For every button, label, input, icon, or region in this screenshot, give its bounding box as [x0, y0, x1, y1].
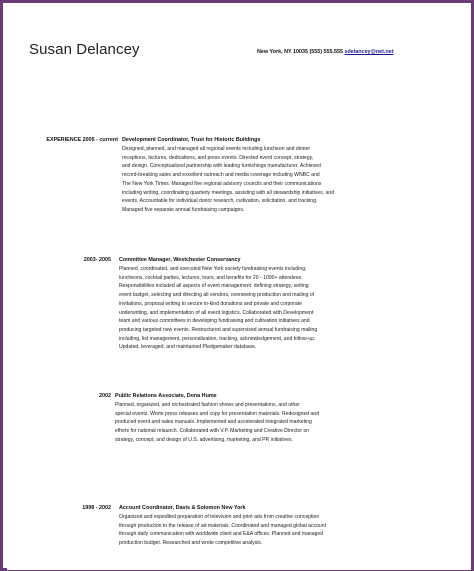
description-line: efforts for national relaunch. Collaborated with V.P. Marketing and Creative Director on	[115, 428, 310, 435]
description-line: including, list management, personalization, tracking, acknowledgement, and follow-up.	[119, 335, 316, 342]
entry-description	[119, 513, 326, 548]
description-line: team and various committees in developing fundraising and cultivation initiatives and	[119, 318, 310, 325]
entry-title: Public Relations Associate, Dona Hume	[115, 393, 217, 399]
description-line: through production to the release of ad materials. Coordinated and managed global account	[119, 522, 327, 529]
description-line: strategy, concept, and design of U.S. advertising, marketing, and PR initiatives.	[115, 436, 293, 443]
description-line: underwriting, and implementation of all event logistics. Collaborated with Development	[119, 309, 314, 316]
description-line: Designed, planned, and managed all regional events including luncheon and dinner	[122, 146, 311, 152]
email-link[interactable]: sdelancey@net.net	[344, 49, 394, 55]
entry-date: 1998 - 2002	[82, 505, 111, 511]
contact-address-phone: New York, NY 10035 (555) 555.555	[257, 49, 344, 55]
description-line: Responsibilities included all aspects of event management: defining strategy, setting	[119, 283, 309, 290]
description-line: including writing, coordinating quarterly meetings, assisting with all stewardship initiatives, and	[122, 189, 335, 196]
description-line: producing targeted new events. Restructured and supervised annual fundraising mailing	[119, 326, 318, 333]
entry-title: Committee Manager, Westchester Conservancy	[119, 257, 241, 263]
contact-info	[257, 49, 394, 55]
description-line: produced event and sales manuals. Implemented and accelerated integrated marketing	[115, 419, 312, 426]
entry-title: Development Coordinator, Trust for Historic Buildings	[122, 137, 261, 143]
description-line: special events. Wrote press releases and copy for presentation materials. Redesigned and	[115, 410, 320, 417]
description-line: through daily communication with worldwide client and E&A offices. Planned and managed	[119, 531, 324, 538]
description-line: Organized and expedited preparation of television and print ads from creative conception	[119, 514, 320, 520]
description-line: production budget. Researched and wrote competitive analysis.	[119, 540, 263, 547]
description-line: events. Accountable for individual donor research, cultivation, solicitation, and tracking.	[122, 198, 318, 205]
description-line: Managed five separate annual fundraising campaigns.	[122, 206, 245, 213]
description-line: Updated, leveraged, and maintained Pledgemaker database.	[119, 344, 257, 351]
description-line: and design. Conceptualized partnership with leading furnishings manufacturer. Achieved	[122, 163, 321, 170]
description-line: invitations, proposal writing to secure in-kind donations and private and corporate	[119, 300, 302, 307]
description-line: Planned, coordinated, and executed New York society fundraising events including,	[119, 266, 307, 272]
description-line: event budget, selecting and directing all vendors, overseeing production and mailing of	[119, 292, 315, 299]
entry-description	[115, 401, 319, 445]
resume-page	[7, 7, 471, 570]
resume-name: Susan Delancey	[29, 41, 140, 58]
description-line: receptions, lectures, dedications, and press events. Directed event concept, strategy,	[122, 154, 314, 161]
entry-date: EXPERIENCE 2005 - current	[46, 137, 118, 143]
entry-title: Account Coordinator, Davis & Solomon New York	[119, 505, 246, 511]
entry-description	[122, 145, 334, 215]
entry-date: 2003- 2005	[83, 257, 111, 263]
entry-date: 2002	[99, 393, 111, 399]
description-line: record-breaking sales and excellent outreach and media coverage including WNBC and	[122, 172, 320, 179]
entry-description	[119, 265, 317, 352]
description-line: The New York Times. Managed five regional advisory councils and their communications	[122, 180, 322, 187]
description-line: Planned, organized, and orchestrated fashion shows and presentations, and other	[115, 402, 300, 408]
description-line: luncheons, cocktail parties, lectures, tours, and benefits for 20 - 1000+ attendees.	[119, 274, 303, 281]
